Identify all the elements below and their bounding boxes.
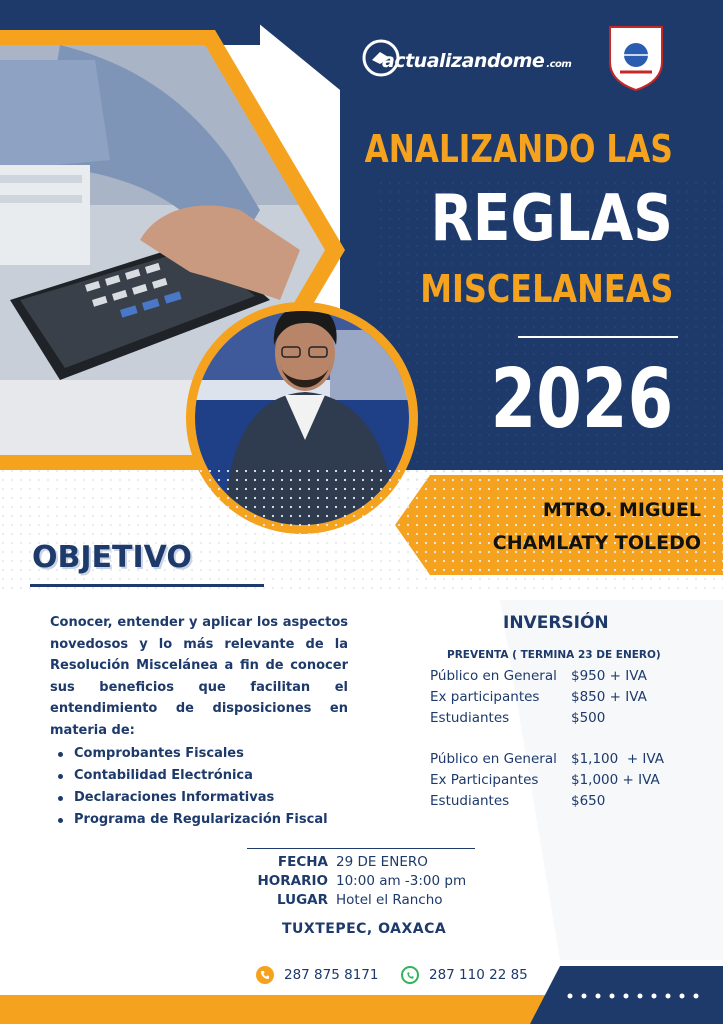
speaker-line-1: MTRO. MIGUEL (542, 499, 701, 521)
price-label: Público en General (430, 668, 557, 684)
price-value: $650 (571, 793, 606, 809)
event-city: TUXTEPEC, OAXACA (282, 921, 447, 937)
phone-contact[interactable] (256, 966, 378, 984)
horario-value: 10:00 am -3:00 pm (336, 873, 467, 889)
brand-logo-domain: .com (546, 59, 572, 70)
price-row (430, 666, 690, 687)
objetivo-heading: OBJETIVO (32, 540, 192, 575)
list-item (58, 743, 328, 765)
price-label: Estudiantes (430, 793, 510, 809)
info-row (250, 891, 510, 910)
bullet-dot-icon (58, 796, 63, 801)
list-item-text: Programa de Regularización Fiscal (74, 812, 328, 827)
price-value: $1,000 + IVA (571, 772, 660, 788)
price-value: $850 + IVA (571, 689, 647, 705)
speaker-line-2: CHAMLATY TOLEDO (492, 532, 701, 554)
price-value: $1,100 + IVA (571, 751, 665, 767)
whatsapp-contact[interactable] (401, 966, 528, 984)
brand-logo (382, 50, 571, 72)
title-year: 2026 (490, 352, 673, 447)
lugar-value: Hotel el Rancho (336, 892, 443, 908)
price-row (430, 770, 690, 791)
objetivo-list (58, 743, 328, 831)
price-label: Público en General (430, 751, 557, 767)
list-item-text: Contabilidad Electrónica (74, 768, 253, 783)
whatsapp-icon (401, 966, 419, 984)
price-row (430, 687, 690, 708)
brand-logo-text: actualizandome (382, 50, 545, 72)
list-item (58, 787, 328, 809)
price-label: Estudiantes (430, 710, 510, 726)
whatsapp-number[interactable]: 287 110 22 85 (429, 967, 528, 983)
info-row (250, 872, 510, 891)
preventa-prices (430, 666, 690, 729)
speaker-name (493, 494, 701, 560)
phone-number[interactable]: 287 875 8171 (284, 967, 379, 983)
bullet-dot-icon (58, 774, 63, 779)
title-line-3: MISCELANEAS (419, 267, 673, 311)
objetivo-underline (30, 584, 264, 587)
info-row (250, 853, 510, 872)
horario-label: HORARIO (257, 873, 328, 889)
list-item-text: Comprobantes Fiscales (74, 746, 244, 761)
title-line-2: REGLAS (430, 182, 673, 256)
event-info (250, 853, 510, 910)
list-item (58, 809, 328, 831)
bullet-dot-icon (58, 818, 63, 823)
phone-icon (256, 966, 274, 984)
price-row (430, 791, 690, 812)
price-label: Ex Participantes (430, 772, 539, 788)
objetivo-text: Conocer, entender y aplicar los aspectos novedosos y lo más relevante de la Resolución Miscelánea a fin de conocer sus beneficios que facilitan el entendimiento de disposiciones en materia de: (50, 615, 348, 738)
regular-prices (430, 749, 690, 812)
list-item (58, 765, 328, 787)
fecha-value: 29 DE ENERO (336, 854, 428, 870)
title-line-1: ANALIZANDO LAS (364, 127, 673, 171)
bullet-dot-icon (58, 752, 63, 757)
list-item-text: Declaraciones Informativas (74, 790, 275, 805)
price-value: $950 + IVA (571, 668, 647, 684)
price-row (430, 708, 690, 729)
school-seal-icon (610, 27, 662, 90)
lugar-label: LUGAR (276, 892, 328, 908)
fecha-label: FECHA (277, 854, 328, 870)
preventa-label: PREVENTA ( TERMINA 23 DE ENERO) (447, 649, 661, 661)
price-row (430, 749, 690, 770)
info-divider (247, 848, 475, 849)
price-label: Ex participantes (430, 689, 540, 705)
inversion-heading: INVERSIÓN (503, 613, 609, 633)
price-value: $500 (571, 710, 606, 726)
